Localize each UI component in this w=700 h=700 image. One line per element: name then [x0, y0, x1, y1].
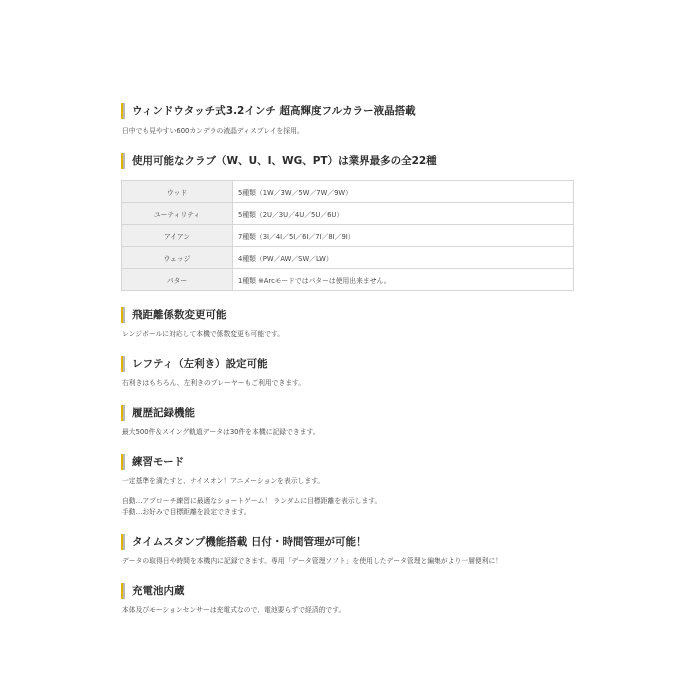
section-desc-display: 日中でも見やすい600カンデラの液晶ディスプレイを採用。 [122, 127, 304, 135]
section-desc-distance: レンジボールに対応して本機で係数変更も可能です。 [122, 330, 285, 338]
section-desc-practice: 一定基準を満たすと、ナイスオン！アニメーションを表示します。 [122, 477, 325, 485]
heading-bar-icon [121, 583, 125, 599]
heading-text: 練習モード [132, 456, 185, 468]
section-heading-display [121, 102, 581, 120]
heading-text: 使用可能なクラブ（W、U、I、WG、PT）は業界最多の全22種 [132, 155, 437, 167]
club-count-cell: 5種類（1W／3W／5W／7W／9W） [233, 181, 574, 203]
heading-bar-icon [121, 405, 125, 421]
heading-bar-icon [121, 534, 125, 550]
section-heading-battery [121, 582, 581, 600]
section-desc-timestamp: データの取得日や時間を本機内に記録できます。専用「データ管理ソフト」を使用したデータ管理と編集がより一層便利に！ [122, 557, 503, 565]
heading-text: 飛距離係数変更可能 [132, 309, 227, 321]
section-desc-history: 最大500件＆スイング軌道データは30件を本機に記録できます。 [122, 428, 320, 436]
table-row [122, 225, 574, 247]
section-heading-practice [121, 453, 581, 471]
club-count-cell: 7種類（3I／4I／5I／6I／7I／8I／9I） [233, 225, 574, 247]
club-type-cell: ウッド [122, 181, 233, 203]
heading-text: 履歴記録機能 [132, 407, 195, 419]
club-type-cell: ユーティリティ [122, 203, 233, 225]
section-desc-practice-manual: 手動…お好みで目標距離を設定できます。 [122, 508, 251, 516]
heading-bar-icon [121, 356, 125, 372]
table-row [122, 181, 574, 203]
section-heading-distance [121, 306, 581, 324]
club-count-cell: 5種類（2U／3U／4U／5U／6U） [233, 203, 574, 225]
section-desc-lefty: 右利きはもちろん、左利きのプレーヤーもご利用できます。 [122, 379, 306, 387]
club-count-cell: 1種類 ※Arcモードではパターは使用出来ません。 [233, 269, 574, 291]
features-content [121, 100, 581, 616]
table-row [122, 269, 574, 291]
section-desc-practice-auto: 自動…アプローチ練習に最適なショートゲーム！ ランダムに目標距離を表示します。 [122, 497, 382, 505]
heading-bar-icon [121, 454, 125, 470]
club-type-cell: ウェッジ [122, 247, 233, 269]
heading-text: 充電池内蔵 [132, 585, 185, 597]
section-heading-history [121, 404, 581, 422]
section-heading-clubs [121, 152, 581, 170]
heading-text: レフティ（左利き）設定可能 [132, 358, 268, 370]
heading-bar-icon [121, 307, 125, 323]
section-heading-lefty [121, 355, 581, 373]
club-type-cell: アイアン [122, 225, 233, 247]
club-spec-table [121, 180, 574, 291]
club-count-cell: 4種類（PW／AW／SW／LW） [233, 247, 574, 269]
club-type-cell: パター [122, 269, 233, 291]
section-desc-battery: 本体及びモーションセンサーは充電式なので、電池要らずで経済的です。 [122, 606, 346, 614]
heading-bar-icon [121, 153, 125, 169]
section-heading-timestamp [121, 533, 581, 551]
heading-text: タイムスタンプ機能搭載 日付・時間管理が可能！ [132, 536, 367, 548]
table-row [122, 247, 574, 269]
table-row [122, 203, 574, 225]
heading-text: ウィンドウタッチ式3.2インチ 超高輝度フルカラー液晶搭載 [132, 105, 416, 117]
heading-bar-icon [121, 103, 125, 119]
